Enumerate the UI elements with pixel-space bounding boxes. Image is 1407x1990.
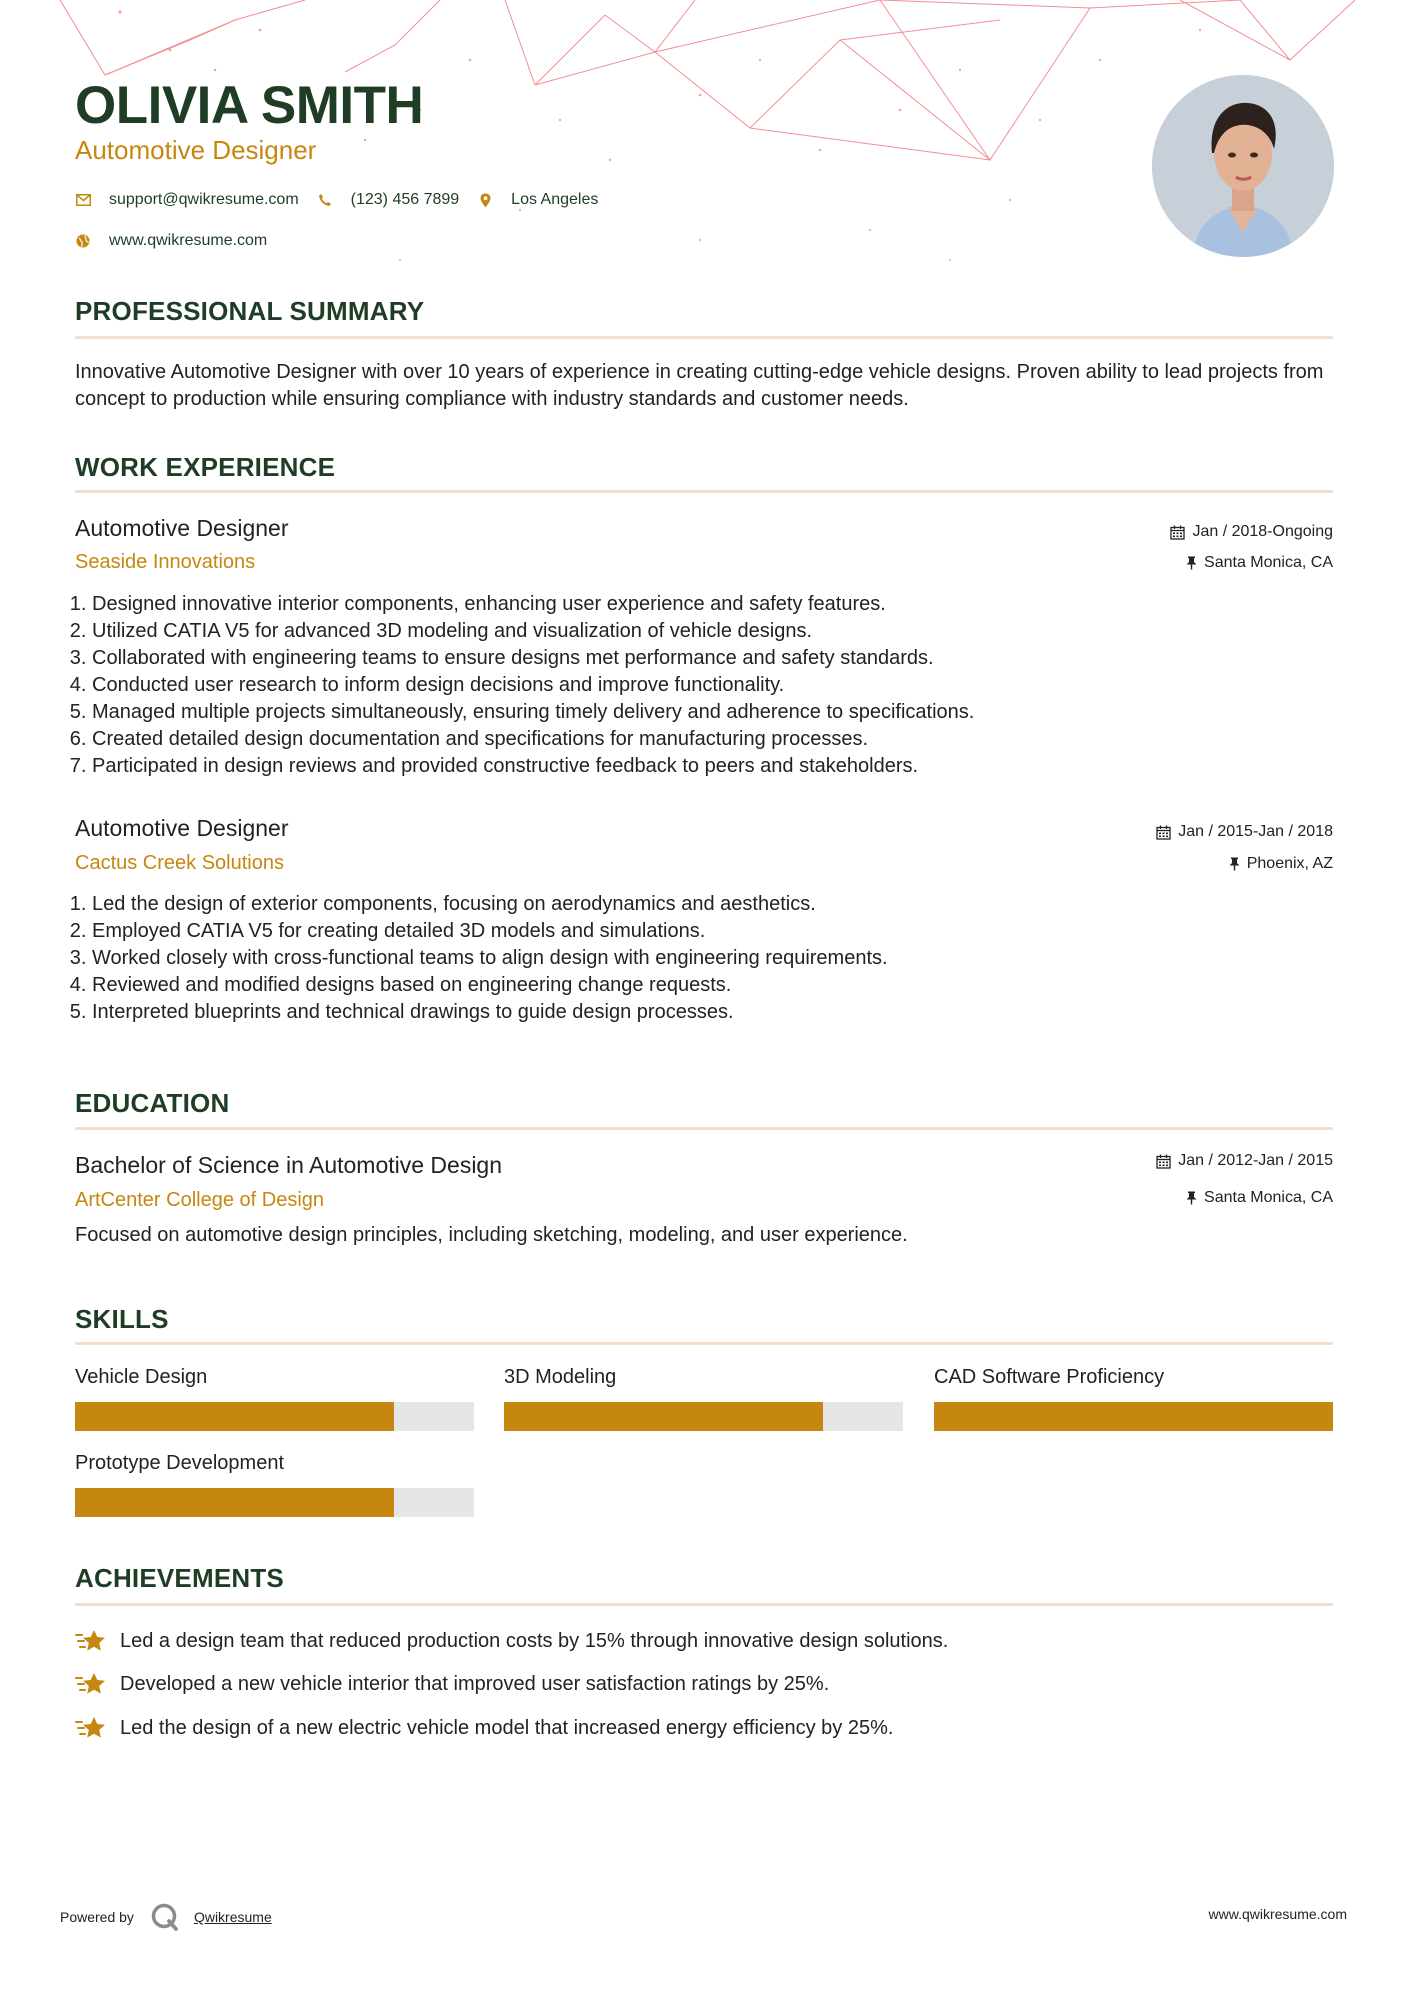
location-item <box>477 190 598 210</box>
skill-name: Prototype Development <box>75 1452 285 1474</box>
achievement-text: Led the design of a new electric vehicle model that increased energy efficiency by 25%. <box>120 1717 894 1739</box>
contact-row-primary <box>75 190 616 210</box>
achievement-item <box>75 1626 948 1656</box>
website-text: www.qwikresume.com <box>109 232 268 249</box>
skill-name: 3D Modeling <box>504 1366 617 1388</box>
job-responsibilities <box>70 591 974 780</box>
job-title: Automotive Designer <box>75 515 289 541</box>
education-description: Focused on automotive design principles, including sketching, modeling, and user experience. <box>75 1224 908 1246</box>
job-title: Automotive Designer <box>75 815 289 841</box>
skill-bar <box>75 1402 474 1431</box>
summary-text: Innovative Automotive Designer with over 10 years of experience in creating cutting-edge vehicle designs. Proven ability to lead projects from concept to production while ensuring compliance with industry standards and customer needs. <box>75 361 1324 410</box>
list-item: 2. Utilized CATIA V5 for advanced 3D modeling and visualization of vehicle designs. <box>92 618 974 645</box>
star-icon <box>75 1626 107 1656</box>
list-item: 3. Worked closely with cross-functional teams to align design with engineering requirements. <box>92 945 888 972</box>
list-item: 7. Participated in design reviews and provided constructive feedback to peers and stakeholders. <box>92 753 974 780</box>
skill-bar-fill <box>75 1488 394 1517</box>
star-icon <box>75 1669 107 1699</box>
list-item: 5. Managed multiple projects simultaneously, ensuring timely delivery and adherence to specifications. <box>92 699 974 726</box>
job-dates <box>1170 522 1333 542</box>
experience-heading: WORK EXPERIENCE <box>75 452 336 482</box>
map-pin-icon <box>477 192 493 208</box>
skill-bar <box>934 1402 1333 1431</box>
phone-icon <box>317 192 333 208</box>
job-location-text: Santa Monica, CA <box>1204 554 1333 571</box>
powered-by-text: Powered by <box>60 1909 134 1925</box>
job-company: Cactus Creek Solutions <box>75 852 284 874</box>
education-heading: EDUCATION <box>75 1088 230 1118</box>
pushpin-icon <box>1186 1191 1197 1205</box>
qwikresume-logo-icon <box>150 1902 180 1932</box>
skills-divider <box>75 1342 1333 1345</box>
job-dates-text: Jan / 2015-Jan / 2018 <box>1178 823 1333 840</box>
contact-row-secondary <box>75 231 285 251</box>
calendar-icon <box>1170 525 1185 540</box>
degree-title: Bachelor of Science in Automotive Design <box>75 1152 503 1178</box>
education-dates-text: Jan / 2012-Jan / 2015 <box>1178 1152 1333 1169</box>
skill-bar-fill <box>934 1402 1333 1431</box>
job-dates <box>1156 822 1333 842</box>
achievement-item <box>75 1669 829 1699</box>
achievement-text: Developed a new vehicle interior that improved user satisfaction ratings by 25%. <box>120 1673 830 1695</box>
list-item: 2. Employed CATIA V5 for creating detailed 3D models and simulations. <box>92 918 888 945</box>
skill-bar-fill <box>75 1402 394 1431</box>
achievements-divider <box>75 1603 1333 1606</box>
job-company: Seaside Innovations <box>75 551 256 573</box>
skill-bar <box>75 1488 474 1517</box>
email-text: support@qwikresume.com <box>109 191 299 208</box>
star-icon <box>75 1713 107 1743</box>
candidate-role: Automotive Designer <box>75 135 317 165</box>
footer-powered-by <box>60 1902 272 1932</box>
list-item: 5. Interpreted blueprints and technical drawings to guide design processes. <box>92 999 888 1026</box>
envelope-icon <box>75 192 91 208</box>
education-location-text: Santa Monica, CA <box>1204 1189 1333 1206</box>
job-responsibilities <box>70 891 888 1026</box>
pushpin-icon <box>1186 556 1197 570</box>
skill-name: Vehicle Design <box>75 1366 208 1388</box>
job-location <box>1229 854 1333 874</box>
achievement-text: Led a design team that reduced production costs by 15% through innovative design solutions. <box>120 1630 949 1652</box>
candidate-name: OLIVIA SMITH <box>75 76 424 135</box>
experience-divider <box>75 490 1333 493</box>
skills-heading: SKILLS <box>75 1304 169 1334</box>
phone-text: (123) 456 7899 <box>350 191 460 208</box>
globe-icon <box>75 233 91 249</box>
education-divider <box>75 1127 1333 1130</box>
calendar-icon <box>1156 825 1171 840</box>
summary-divider <box>75 336 1333 339</box>
list-item: 4. Reviewed and modified designs based on engineering change requests. <box>92 972 888 999</box>
skill-name: CAD Software Proficiency <box>934 1366 1165 1388</box>
calendar-icon <box>1156 1154 1171 1169</box>
list-item: 1. Designed innovative interior components, enhancing user experience and safety features. <box>92 591 974 618</box>
email-item[interactable] <box>75 190 299 210</box>
education-dates <box>1156 1151 1333 1171</box>
skill-bar <box>504 1402 903 1431</box>
portrait-illustration <box>1152 75 1334 257</box>
brand-link[interactable]: Qwikresume <box>193 1909 272 1925</box>
list-item: 4. Conducted user research to inform design decisions and improve functionality. <box>92 672 974 699</box>
achievements-heading: ACHIEVEMENTS <box>75 1563 284 1593</box>
job-dates-text: Jan / 2018-Ongoing <box>1192 523 1333 540</box>
footer-website[interactable]: www.qwikresume.com <box>1208 1906 1347 1922</box>
phone-item[interactable] <box>317 190 460 210</box>
list-item: 1. Led the design of exterior components, focusing on aerodynamics and aesthetics. <box>92 891 888 918</box>
location-text: Los Angeles <box>511 191 599 208</box>
skill-bar-fill <box>504 1402 823 1431</box>
summary-heading: PROFESSIONAL SUMMARY <box>75 296 425 326</box>
list-item: 3. Collaborated with engineering teams to ensure designs met performance and safety standards. <box>92 645 974 672</box>
list-item: 6. Created detailed design documentation and specifications for manufacturing processes. <box>92 726 974 753</box>
job-location-text: Phoenix, AZ <box>1246 855 1333 872</box>
achievement-item <box>75 1713 893 1743</box>
job-location <box>1186 553 1333 573</box>
profile-photo <box>1152 75 1334 257</box>
website-item[interactable] <box>75 231 267 251</box>
pushpin-icon <box>1229 857 1240 871</box>
education-location <box>1186 1188 1333 1208</box>
school-name: ArtCenter College of Design <box>75 1189 325 1211</box>
